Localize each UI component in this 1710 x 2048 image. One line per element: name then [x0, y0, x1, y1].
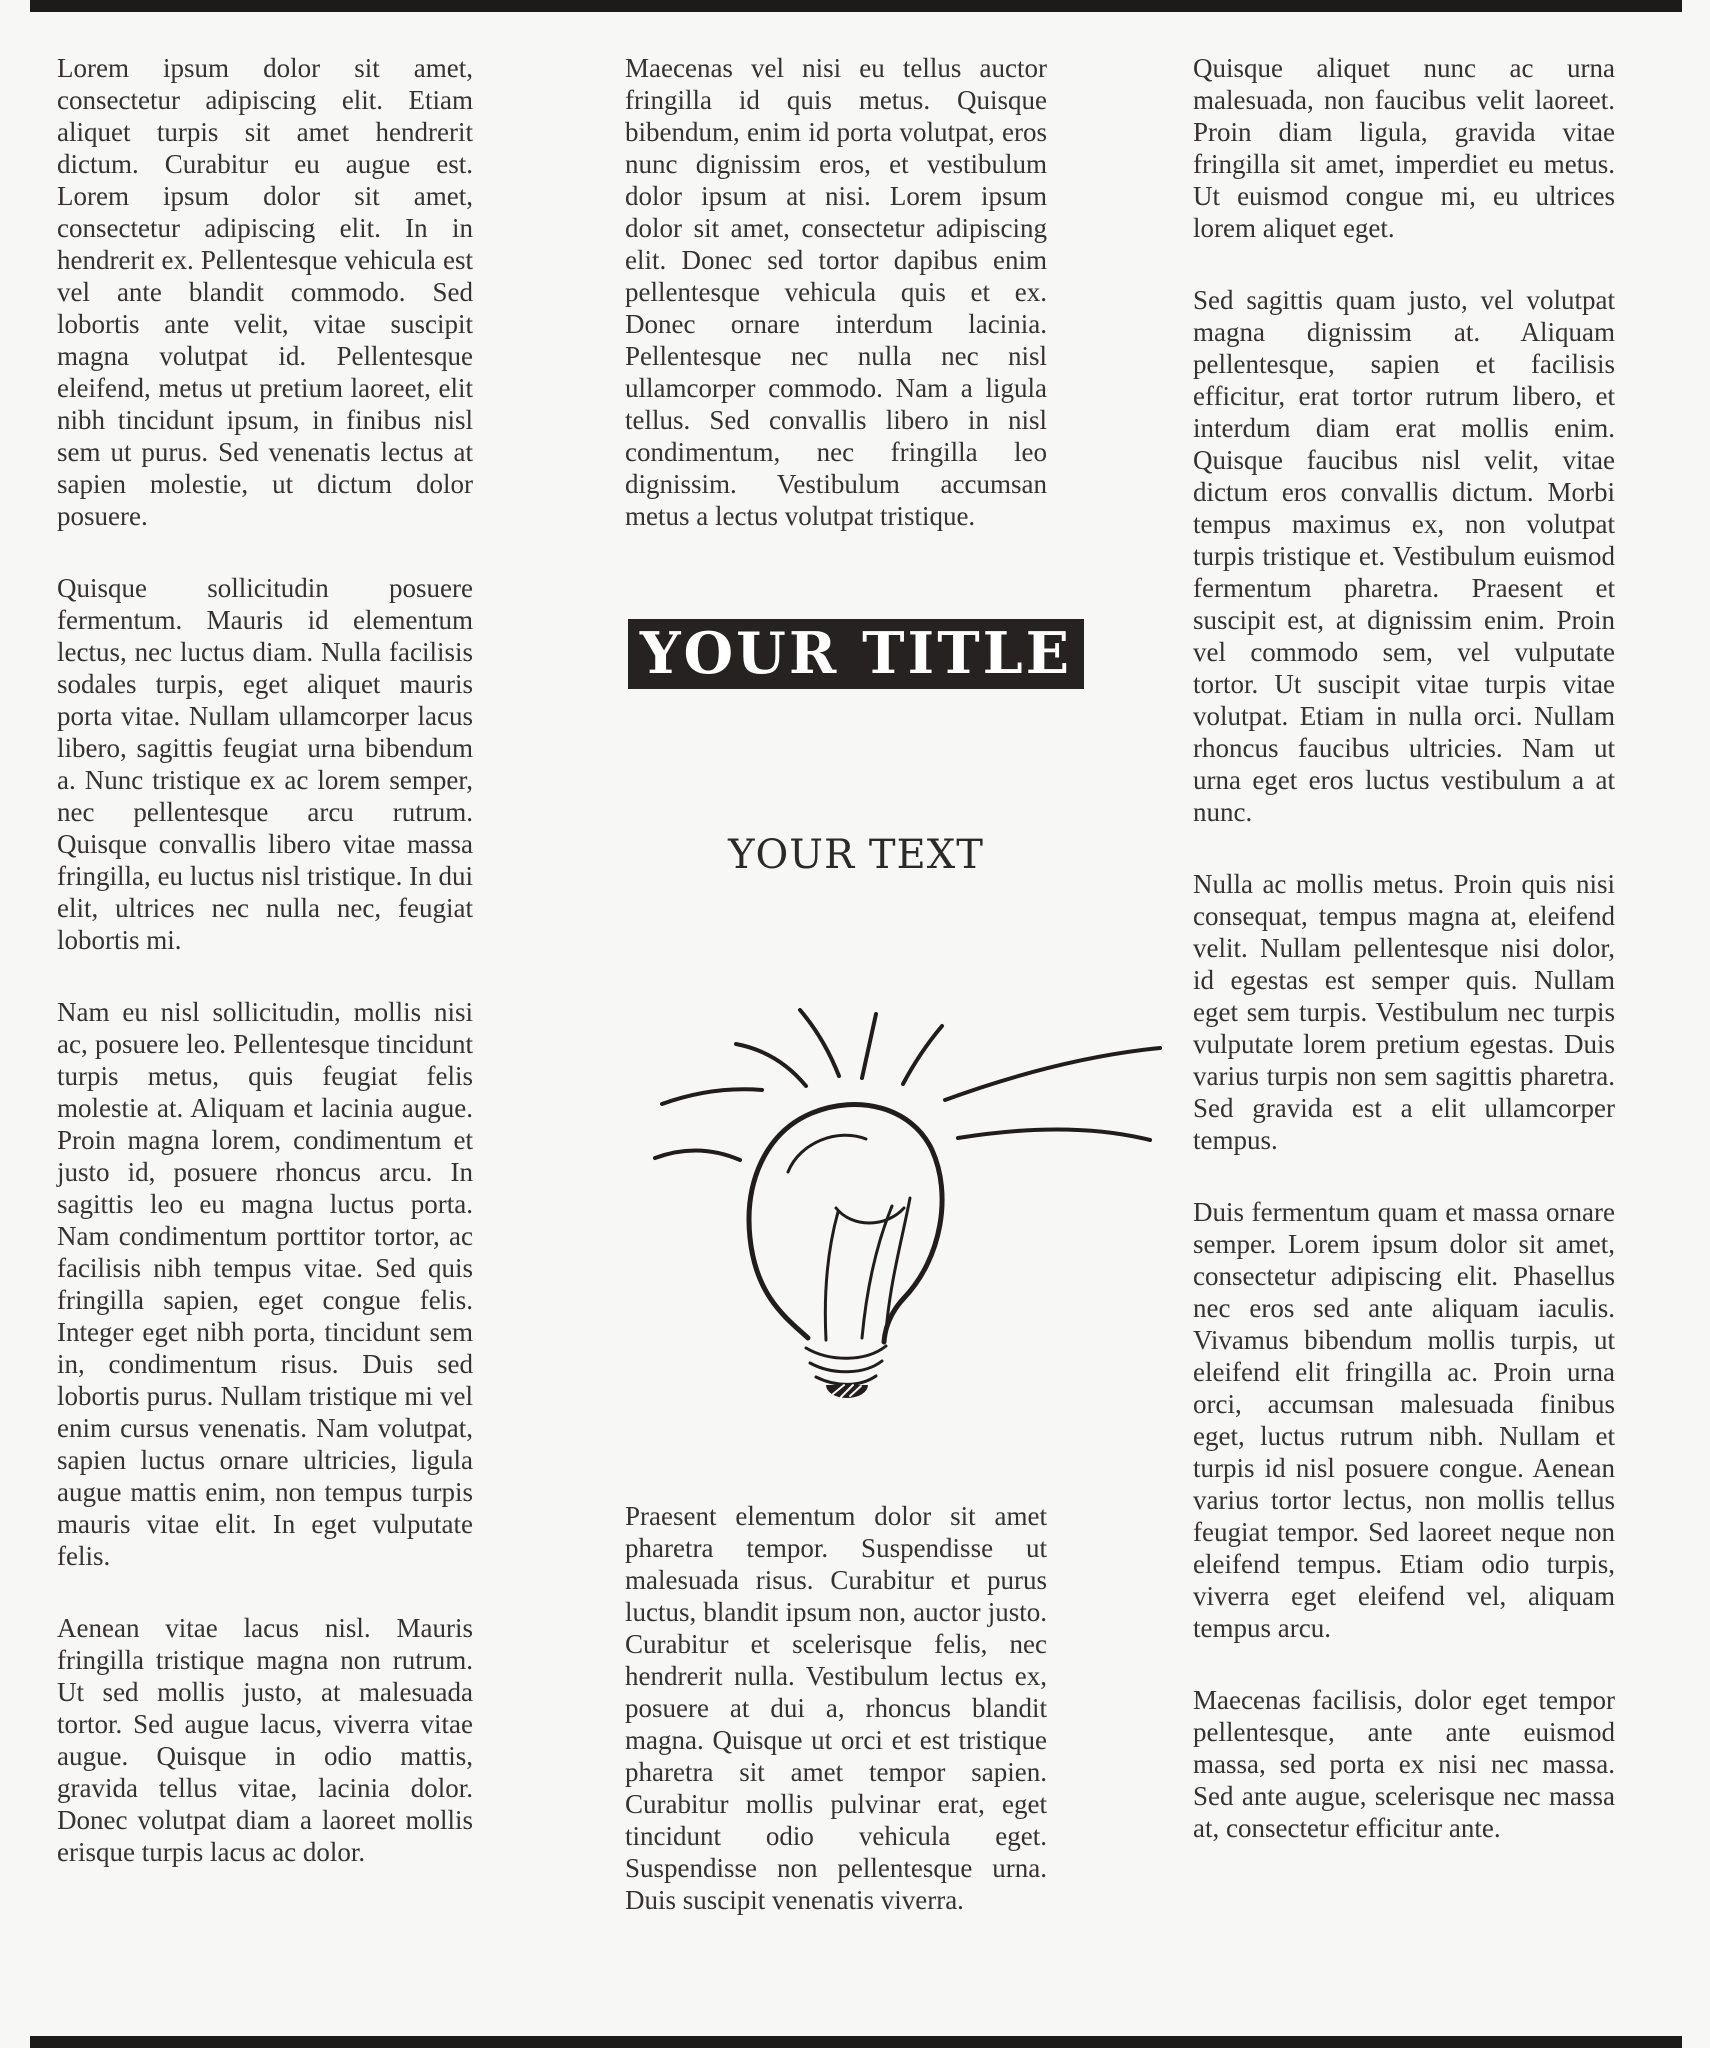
bottom-edge-rule: [30, 2036, 1682, 2048]
subheading: YOUR TEXT: [728, 832, 984, 878]
body-paragraph: Nulla ac mollis metus. Proin quis nisi consequat, tempus magna at, eleifend velit. Nullam pellentesque nisi dolor, id egestas est semper quis. Nullam eget sem turpis. Vestibulum nec turpis vulputate lorem pretium egestas. Duis varius turpis non sem sagittis pharetra. Sed gravida est a elit ullamcorper tempus.: [1193, 869, 1615, 1155]
column-middle-top: [625, 52, 1047, 572]
body-paragraph: Lorem ipsum dolor sit amet, consectetur adipiscing elit. Etiam aliquet turpis sit amet hendrerit dictum. Curabitur eu augue est. Lorem ipsum dolor sit amet, consectetur adipiscing elit. In in hendrerit ex. Pellentesque vehicula est vel ante blandit commodo. Sed lobortis ante velit, vitae suscipit magna volutpat id. Pellentesque eleifend, metus ut pretium laoreet, elit nibh tincidunt ipsum, in finibus nisl sem ut purus. Sed venenatis lectus at sapien molestie, ut dictum dolor posuere.: [57, 53, 473, 531]
body-paragraph: Maecenas facilisis, dolor eget tempor pellentesque, ante ante euismod massa, sed porta ex nisi nec massa. Sed ante augue, scelerisque nec massa at, consectetur efficitur ante.: [1193, 1685, 1615, 1843]
body-paragraph: Aenean vitae lacus nisl. Mauris fringilla tristique magna non rutrum. Ut sed mollis justo, at malesuada tortor. Sed augue lacus, viverra vitae augue. Quisque in odio mattis, gravida tellus vitae, lacinia dolor. Donec volutpat diam a laoreet mollis erisque turpis lacus ac dolor.: [57, 1613, 473, 1867]
body-paragraph: Sed sagittis quam justo, vel volutpat magna dignissim at. Aliquam pellentesque, sapien et facilisis efficitur, erat tortor rutrum libero, et interdum diam erat mollis enim. Quisque faucibus nisl velit, vitae dictum eros convallis dictum. Morbi tempus maximus ex, non volutpat turpis tristique et. Vestibulum euismod fermentum pharetra. Praesent et suscipit est, at dignissim enim. Proin vel commodo sem, vel vulputate tortor. Ut suscipit vitae turpis vitae volutpat. Etiam in nulla orci. Nullam rhoncus faucibus ultricies. Nam ut urna eget eros luctus vestibulum a at nunc.: [1193, 285, 1615, 827]
body-paragraph: Maecenas vel nisi eu tellus auctor fringilla id quis metus. Quisque bibendum, enim id porta volutpat, eros nunc dignissim eros, et vestibulum dolor ipsum at nisi. Lorem ipsum dolor sit amet, consectetur adipiscing elit. Donec sed tortor dapibus enim pellentesque vehicula quis et ex. Donec ornare interdum lacinia. Pellentesque nec nulla nec nisl ullamcorper commodo. Nam a ligula tellus. Sed convallis libero in nisl condimentum, nec fringilla leo dignissim. Vestibulum accumsan metus a lectus volutpat tristique.: [625, 53, 1047, 531]
top-edge-rule: [30, 0, 1682, 12]
column-left: [57, 52, 473, 1908]
body-paragraph: Duis fermentum quam et massa ornare semper. Lorem ipsum dolor sit amet, consectetur adipiscing elit. Phasellus nec eros sed ante aliquam iaculis. Vivamus bibendum mollis turpis, ut eleifend elit fringilla ac. Proin urna orci, accumsan malesuada finibus eget, luctus rutrum nibh. Nullam et turpis id nisl posuere congue. Aenean varius tortor lectus, non mollis tellus feugiat tempor. Sed laoreet neque non eleifend tempus. Etiam odio turpis, viverra eget eleifend vel, aliquam tempus arcu.: [1193, 1197, 1615, 1643]
body-paragraph: Quisque sollicitudin posuere fermentum. Mauris id elementum lectus, nec luctus diam. Nulla facilisis sodales turpis, eget aliquet mauris porta vitae. Nullam ullamcorper lacus libero, sagittis feugiat urna bibendum a. Nunc tristique ex ac lorem semper, nec pellentesque arcu rutrum. Quisque convallis libero vitae massa fringilla, eu luctus nisl tristique. In dui elit, ultrices nec nulla nec, feugiat lobortis mi.: [57, 573, 473, 955]
column-middle-bottom: [625, 1500, 1047, 1956]
title-banner: [628, 619, 1084, 689]
lightbulb-icon: [640, 1000, 1200, 1400]
body-paragraph: Quisque aliquet nunc ac urna malesuada, non faucibus velit laoreet. Proin diam ligula, gravida vitae fringilla sit amet, imperdiet eu metus. Ut euismod congue mi, eu ultrices lorem aliquet eget.: [1193, 53, 1615, 243]
page-title: YOUR TITLE: [639, 620, 1073, 687]
body-paragraph: Nam eu nisl sollicitudin, mollis nisi ac, posuere leo. Pellentesque tincidunt turpis metus, quis feugiat felis molestie at. Aliquam et lacinia augue. Proin magna lorem, condimentum et justo id, posuere rhoncus arcu. In sagittis leo eu magna luctus porta. Nam condimentum porttitor tortor, ac facilisis nibh tempus vitae. Sed quis fringilla sapien, eget congue felis. Integer eget nibh porta, tincidunt sem in, condimentum risus. Duis sed lobortis purus. Nullam tristique mi vel enim cursus venenatis. Nam volutpat, sapien luctus ornare ultricies, ligula augue mattis enim, non tempus turpis mauris vitae elit. In eget vulputate felis.: [57, 997, 473, 1571]
body-paragraph: Praesent elementum dolor sit amet pharetra tempor. Suspendisse ut malesuada risus. Curabitur et purus luctus, blandit ipsum non, auctor justo. Curabitur et scelerisque felis, nec hendrerit nulla. Vestibulum lectus ex, posuere at dui a, rhoncus blandit magna. Quisque ut orci et est tristique pharetra sit amet tempor sapien. Curabitur mollis pulvinar erat, eget tincidunt odio vehicula eget. Suspendisse non pellentesque urna. Duis suscipit venenatis viverra.: [625, 1501, 1047, 1915]
column-right: [1193, 52, 1615, 1884]
